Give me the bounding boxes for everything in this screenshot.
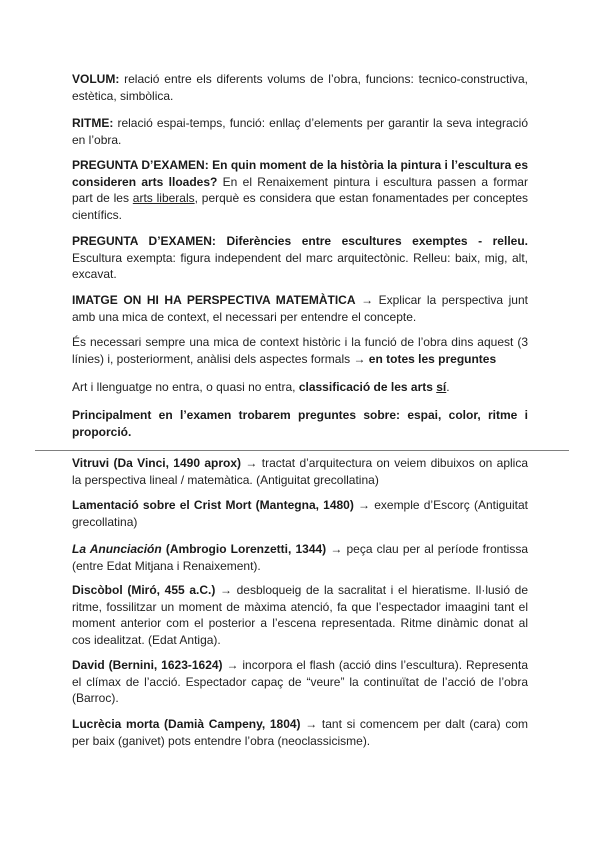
art-language-note-text: Art i llenguatge no entra, o quasi no entra, (72, 380, 299, 394)
work-description: → tant si comencem per dalt (cara) com per baix (ganivet) pots entendre l’obra (neoclassicisme). (72, 717, 528, 748)
work-description: → exemple d’Escorç (Antiguitat grecollatina) (72, 498, 528, 529)
work-item-vitruvi (72, 455, 528, 488)
work-item-lucrecia (72, 716, 528, 749)
perspective-note-text: → Explicar la perspectiva junt amb una mica de context, el necessari per entendre el concepte. (72, 293, 528, 324)
work-item-lamentacio (72, 497, 528, 530)
exam-summary: Principalment en l’examen trobarem preguntes sobre: espai, color, ritme i proporció. (72, 408, 528, 439)
perspective-note-lead: IMATGE ON HI HA PERSPECTIVA MATEMÀTICA (72, 293, 356, 307)
work-description: → incorpora el flash (acció dins l’escultura). Representa el clímax de l’acció. Espectador capaç de “veure” la continuïtat de l’acció de l’obra (Barroc). (72, 658, 528, 705)
work-item-david (72, 657, 528, 707)
definition-ritme (72, 115, 528, 148)
work-title: Discòbol (Miró, 455 a.C.) (72, 583, 216, 597)
work-description: → peça clau per al període frontissa (entre Edat Mitjana i Renaixement). (72, 542, 528, 573)
exam-question-2 (72, 233, 528, 283)
work-title: (Ambrogio Lorenzetti, 1344) (161, 542, 327, 556)
context-note-text: És necessari sempre una mica de context històric i la funció de l’obra dins aquest (3 línies) i, posteriorment, anàlisi dels aspectes formals (72, 335, 528, 366)
work-title: David (Bernini, 1623-1624) (72, 658, 223, 672)
exam-question-2-lead: PREGUNTA D’EXAMEN: Diferències entre escultures exemptes - relleu. (72, 234, 528, 248)
section-divider (35, 450, 569, 451)
definition-volum-text: relació entre els diferents volums de l’obra, funcions: tecnico-constructiva, estètica, simbòlica. (72, 72, 528, 103)
exam-question-2-text: Escultura exempta: figura independent del marc arquitectònic. Relleu: baix, mig, alt, excavat. (72, 250, 528, 281)
term-volum: VOLUM: (72, 72, 120, 86)
work-title: Lucrècia morta (Damià Campeny, 1804) (72, 717, 301, 731)
work-description: → desbloqueig de la sacralitat i el hieratisme. Il·lusió de ritme, fossilitzar un moment de màxima atenció, fa que l’espectador imaagini tant el moment anterior com el posterior a l’escena representada. Ritme dinàmic donat al cos idealitzat. (Edat Antiga). (72, 583, 529, 647)
context-note (72, 334, 528, 367)
work-item-discobol (72, 582, 528, 648)
term-ritme: RITME: (72, 116, 114, 130)
exam-question-1-lead: PREGUNTA D’EXAMEN: En quin moment de la història la pintura i l’escultura es consideren arts lloades? (72, 158, 528, 189)
perspective-note (72, 292, 528, 325)
work-title-italic: La Anunciación (72, 542, 162, 556)
work-description: → tractat d’arquitectura on veiem dibuixos on aplica la perspectiva lineal / matemàtica. (Antiguitat grecollatina) (72, 456, 529, 487)
art-language-note-emphasis: classificació de les arts (298, 380, 437, 394)
art-language-note-end: . (446, 380, 450, 394)
work-title: Vitruvi (Da Vinci, 1490 aprox) (72, 456, 242, 470)
exam-question-1-text-end: , perquè es considera que estan fonamentades per conceptes científics. (72, 191, 528, 222)
arts-liberals-link: arts liberals (132, 191, 195, 205)
exam-question-1-text: En el Renaixement pintura i escultura passen a formar part de les (72, 174, 528, 205)
context-note-emphasis: → en totes les preguntes (353, 351, 497, 366)
art-language-note (72, 379, 528, 396)
work-item-anunciacion (72, 541, 528, 574)
definition-volum (72, 71, 528, 104)
art-language-note-yes: sí (436, 380, 447, 394)
exam-question-1 (72, 157, 528, 223)
definition-ritme-text: relació espai-temps, funció: enllaç d’elements per garantir la seva integració en l’obra. (72, 116, 528, 147)
work-title: Lamentació sobre el Crist Mort (Mantegna, 1480) (72, 498, 354, 512)
